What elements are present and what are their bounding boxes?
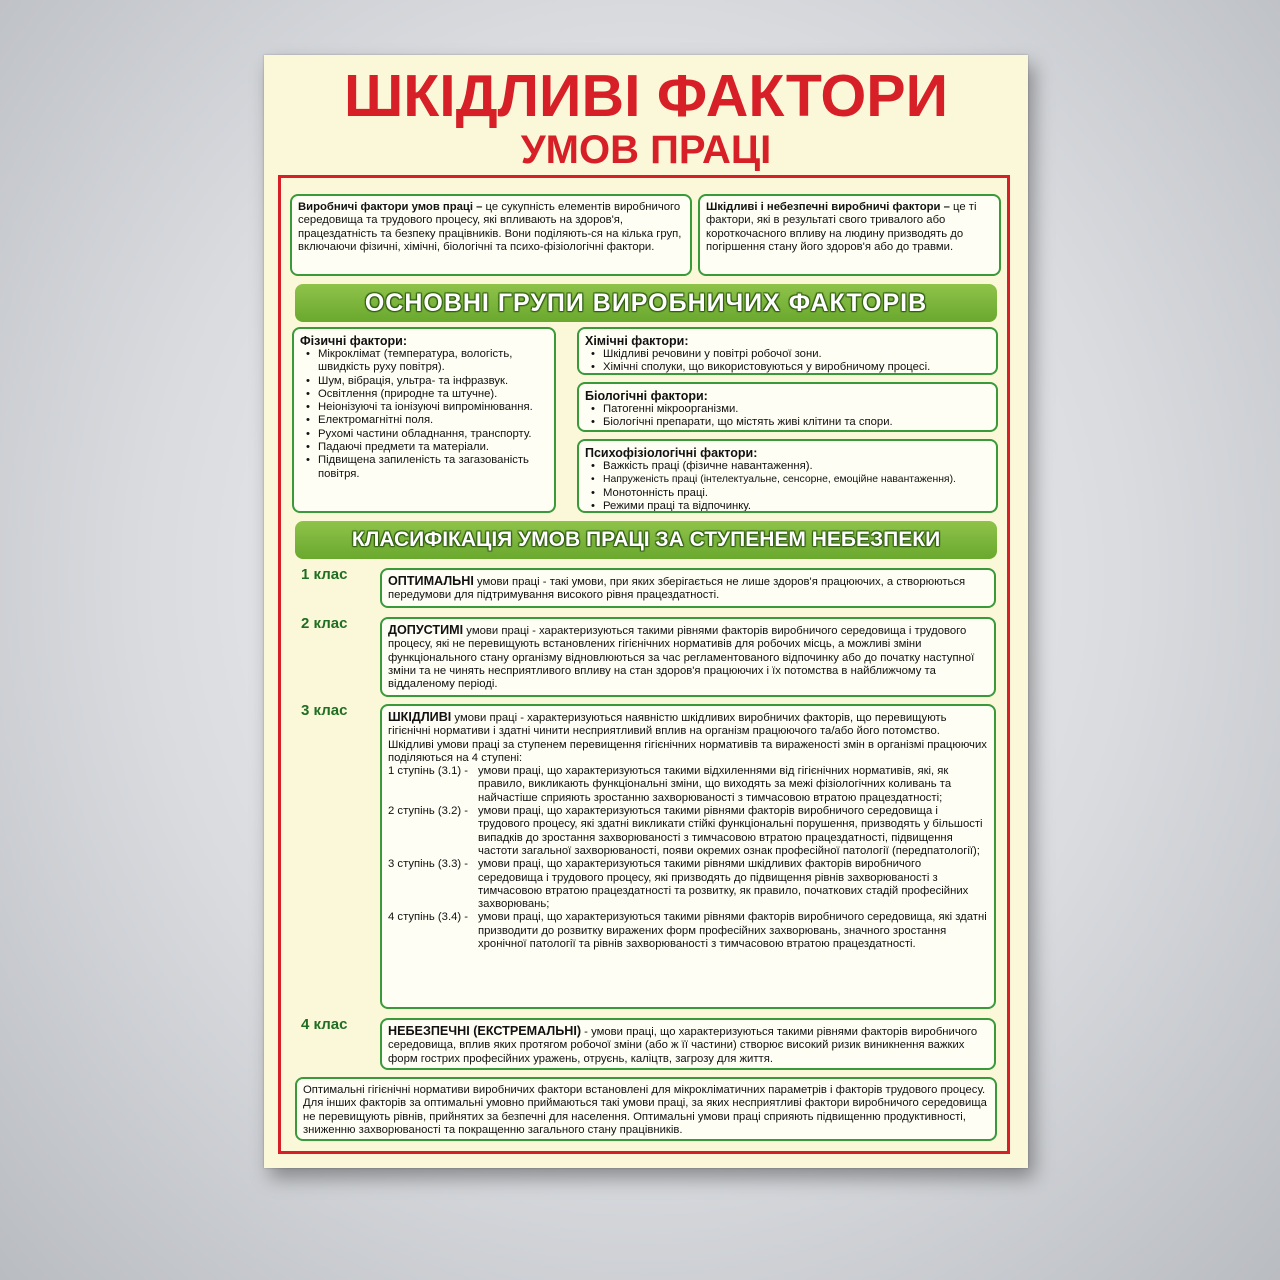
group-chemical — [577, 327, 998, 375]
class-3-box — [380, 704, 996, 1009]
list-item: • Хімічні сполуки, що використовуються у виробничому процесі. — [599, 361, 990, 374]
footer-note: Оптимальні гігієнічні нормативи виробничих фактори встановлені для мікрокліматичних параметрів і факторів трудового процесу. Для інших факторів за оптимальні умовно приймаються такі умови праці, за яких несприятливі фактори виробничого середовища не перевищують рівнів, прийнятих за безпечні для населення. Оптимальні умови праці сприяють підвищенню продуктивності, зниженню захворюваності та покращенню загального стану працівників. — [295, 1077, 997, 1141]
group-list — [300, 348, 548, 481]
list-item: • Освітлення (природне та штучне). — [314, 388, 548, 401]
class-term: ДОПУСТИМІ — [388, 623, 464, 637]
class-1-label: 1 клас — [301, 566, 348, 583]
class-term: ОПТИМАЛЬНІ — [388, 574, 474, 588]
group-title: Фізичні фактори: — [300, 334, 408, 348]
group-physical — [292, 327, 556, 513]
definition-text: це ті фактори, які в результаті свого тривалого або короткочасного впливу на людину призводять до погіршення стану його здоров'я або до травми. — [706, 201, 977, 253]
class-2-label: 2 клас — [301, 615, 348, 632]
class-4-box — [380, 1018, 996, 1070]
degree-row — [388, 765, 988, 805]
group-title: Психофізіологічні фактори: — [585, 446, 758, 460]
class-text: умови праці - характеризуються такими рівнями факторів виробничого середовища і трудового процесу, які не перевищують встановлених гігієнічних нормативів для робочих місць, а можливі зміни функціонального стану організму відновлюються за час регламентованого відпочинку або до початку наступної зміни та не чинять несприятливого впливу на стан здоров'я працюючих і їх потомства в найближчому та віддаленому періоді. — [388, 625, 975, 691]
group-title: Хімічні фактори: — [585, 334, 689, 348]
degree-row — [388, 805, 988, 858]
group-psychophysiological — [577, 439, 998, 513]
list-item: • Напруженість праці (інтелектуальне, сенсорне, емоційне навантаження). — [599, 473, 990, 486]
degree-text: умови праці, що характеризуються такими рівнями шкідливих факторів виробничого середовища і трудового процесу, які призводять до підвищення рівнів захворюваності з тимчасовою втратою працездатності та розвитку, як правило, початкових стадій професійних захворювань; — [478, 858, 969, 911]
list-item: • Важкість праці (фізичне навантаження). — [599, 460, 990, 473]
group-title: Біологічні фактори: — [585, 389, 708, 403]
class-3-label: 3 клас — [301, 702, 348, 719]
class-3-intro: Шкідливі умови праці за ступенем перевищення гігієнічних нормативів та вираженості змін в організмі працюючих поділяються на 4 ступені: — [388, 738, 987, 764]
list-item: • Мікроклімат (температура, вологість, швидкість руху повітря). — [314, 348, 548, 375]
list-item: • Неіонізуючі та іонізуючі випромінювання. — [314, 401, 548, 414]
class-1-box — [380, 568, 996, 608]
class-4-label: 4 клас — [301, 1016, 348, 1033]
group-list — [585, 403, 990, 430]
list-item: • Шум, вібрація, ультра- та інфразвук. — [314, 375, 548, 388]
class-term: НЕБЕЗПЕЧНІ (ЕКСТРЕМАЛЬНІ) — [388, 1024, 582, 1038]
degree-text: умови праці, що характеризуються такими рівнями факторів виробничого середовища і трудового процесу, які здатні викликати стійкі функціональні порушення, призводять у більшості випадків до зростання захворюваності з тимчасовою втратою працездатності, підвищення частоти загальної захворюваності, появи окремих ознак професійної патології (передпатології); — [478, 805, 983, 857]
list-item: • Біологічні препарати, що містять живі клітини та спори. — [599, 416, 990, 429]
list-item: • Шкідливі речовини у повітрі робочої зони. — [599, 348, 990, 361]
group-list — [585, 460, 990, 513]
degree-text: умови праці, що характеризуються такими рівнями факторів виробничого середовища, які здатні призводити до розвитку виражених форм професійних захворювань, значного зростання хронічної патології та рівнів захворюваності з тимчасовою втратою працездатності. — [478, 911, 987, 951]
class-text: - умови праці, що характеризуються такими рівнями факторів виробничого середовища, вплив яких протягом робочої зміни (або ж її частини) створює високий ризик виникнення важких форм гострих професійних уражень, отруєнь, каліцтв, загрозу для життя. — [388, 1026, 978, 1065]
definition-term: Шкідливі і небезпечні виробничі фактори – — [706, 201, 950, 213]
degree-row — [388, 858, 988, 911]
list-item: • Електромагнітні поля. — [314, 414, 548, 427]
definition-harmful-factors — [698, 194, 1001, 276]
poster-title: ШКІДЛИВІ ФАКТОРИ — [343, 63, 949, 129]
list-item: • Підвищена запиленість та загазованість повітря. — [314, 454, 548, 481]
class-term: ШКІДЛИВІ — [388, 710, 452, 724]
definition-term: Виробничі фактори умов праці – — [298, 201, 483, 213]
classification-banner: КЛАСИФІКАЦІЯ УМОВ ПРАЦІ ЗА СТУПЕНЕМ НЕБЕЗПЕКИ — [295, 521, 997, 559]
list-item: • Монотонність праці. — [599, 487, 990, 500]
degree-row — [388, 911, 988, 951]
class-text: умови праці - характеризуються наявністю шкідливих виробничих факторів, що перевищують гігієнічні нормативи і здатні чинити несприятливий вплив на організм працюючого та/або його потомство. — [388, 712, 947, 738]
list-item: • Рухомі частини обладнання, транспорту. — [314, 428, 548, 441]
group-biological — [577, 382, 998, 432]
list-item: • Режими праці та відпочинку. — [599, 500, 990, 513]
groups-banner: ОСНОВНІ ГРУПИ ВИРОБНИЧИХ ФАКТОРІВ — [295, 284, 997, 322]
list-item: • Падаючі предмети та матеріали. — [314, 441, 548, 454]
class-2-box — [380, 617, 996, 697]
group-list — [585, 348, 990, 375]
definition-production-factors — [290, 194, 692, 276]
degree-text: умови праці, що характеризуються такими відхиленнями від гігієнічних нормативів, які, як правило, викликають функціональні зміни, що виходять за межі фізіологічних коливань та найчастіше сприяють зростанню захворюваності з тимчасовою втратою працездатності; — [478, 765, 952, 804]
definition-text: це сукупність елементів виробничого середовища та трудового процесу, які впливають на здоров'я, працездатність та безпеку працівників. Вони поділяють-ся на кілька груп, включаючи фізичні, хімічні, біологічні та психо-фізіологічні фактори. — [298, 201, 682, 253]
list-item: • Патогенні мікроорганізми. — [599, 403, 990, 416]
class-text: умови праці - такі умови, при яких зберігається не лише здоров'я працюючих, а створюються передумови для підтримування високого рівня працездатності. — [388, 576, 966, 602]
degree-label: 3 ступінь (3.3) - — [388, 858, 469, 871]
degree-label: 4 ступінь (3.4) - — [388, 911, 469, 924]
degree-label: 1 ступінь (3.1) - — [388, 765, 469, 778]
poster — [264, 55, 1028, 1168]
degree-label: 2 ступінь (3.2) - — [388, 805, 469, 818]
poster-subtitle: УМОВ ПРАЦІ — [520, 128, 772, 172]
